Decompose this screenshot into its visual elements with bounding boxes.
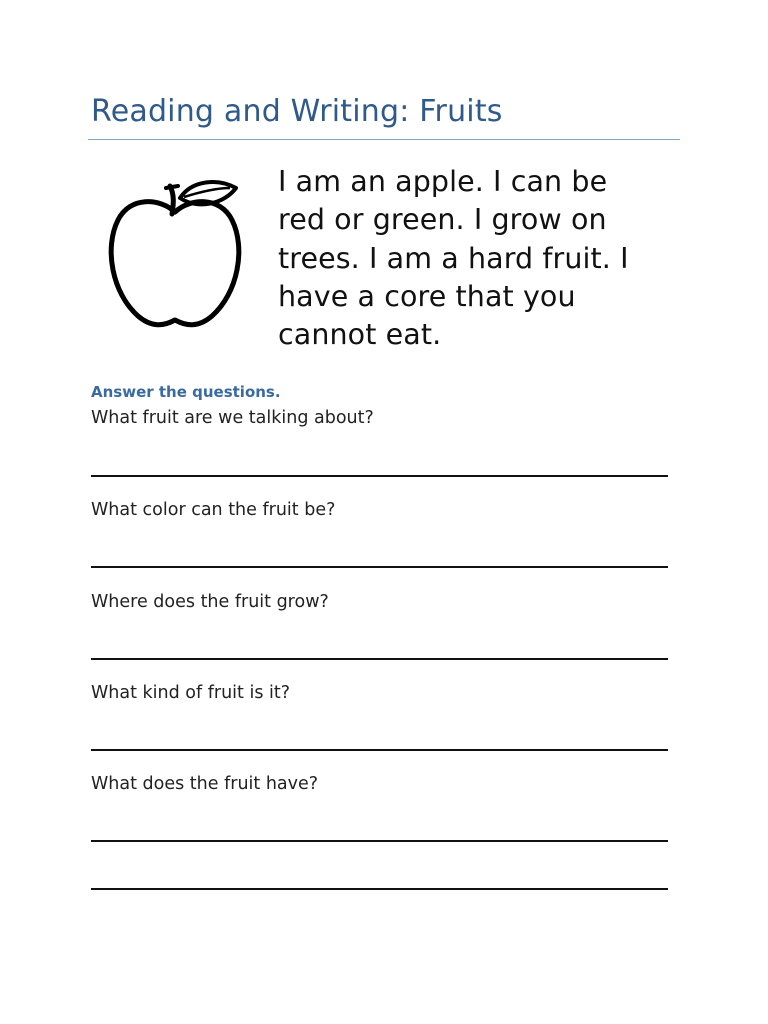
- instructions-heading: Answer the questions.: [91, 383, 281, 401]
- answer-line-6[interactable]: [91, 888, 668, 890]
- question-1: What fruit are we talking about?: [91, 408, 374, 428]
- question-4: What kind of fruit is it?: [91, 683, 291, 703]
- title-divider: [88, 139, 680, 140]
- answer-line-1[interactable]: [91, 475, 668, 477]
- question-2: What color can the fruit be?: [91, 500, 336, 520]
- reading-passage: I am an apple. I can be red or green. I grow on trees. I am a hard fruit. I have a core that you cannot eat.: [278, 165, 629, 352]
- answer-line-4[interactable]: [91, 749, 668, 751]
- apple-outline-icon: [100, 168, 250, 338]
- question-5: What does the fruit have?: [91, 774, 319, 794]
- answer-line-2[interactable]: [91, 566, 668, 568]
- question-3: Where does the fruit grow?: [91, 592, 329, 612]
- answer-line-5[interactable]: [91, 840, 668, 842]
- page-title: Reading and Writing: Fruits: [91, 94, 503, 129]
- answer-line-3[interactable]: [91, 658, 668, 660]
